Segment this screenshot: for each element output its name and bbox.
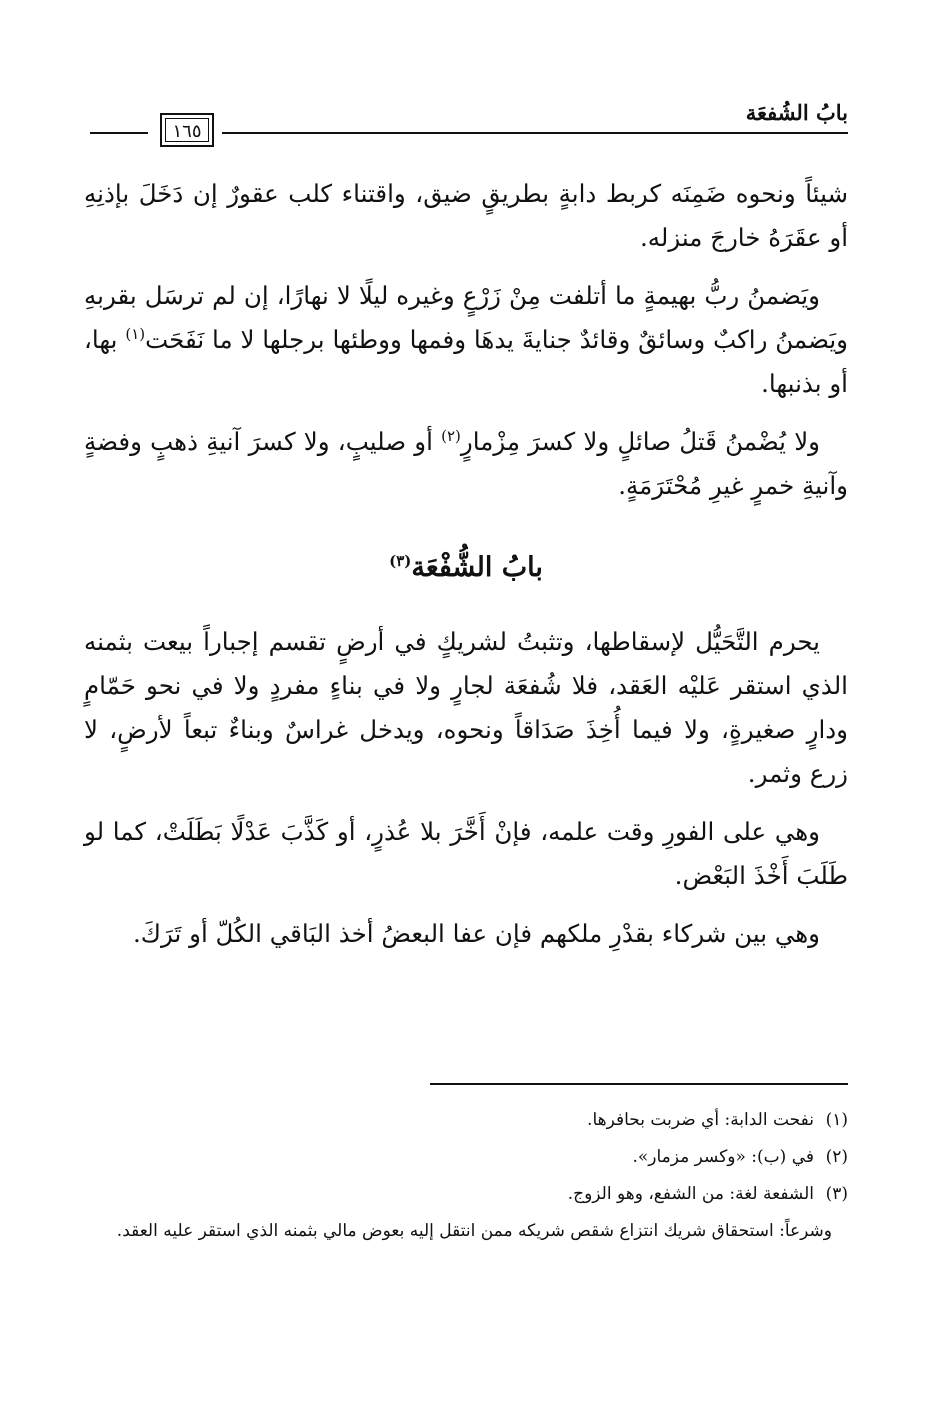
- footnote-2-text: في (ب): «وكسر مزمار».: [632, 1147, 814, 1167]
- page-number: ١٦٥: [160, 113, 214, 147]
- footnote-ref-2[interactable]: (٢): [441, 426, 461, 445]
- section-heading: [84, 546, 848, 590]
- paragraph-2-text-b: بها، أو بذنبها.: [84, 325, 848, 398]
- footnote-3: [84, 1179, 848, 1210]
- footnote-1: [84, 1105, 848, 1136]
- footnotes: [84, 1105, 848, 1247]
- footnote-3-text: الشفعة لغة: من الشفع، وهو الزوج.: [567, 1184, 814, 1204]
- footnote-ref-1[interactable]: (١): [125, 324, 146, 343]
- paragraph-5: وهي على الفورِ وقت علمه، فإنْ أَخَّرَ بلا عُذرٍ، أو كَذَّبَ عَدْلًا بَطَلَتْ، كما لو طَلَبَ أَخْذَ البَعْض.: [84, 817, 848, 890]
- header-rule-left: [90, 132, 148, 134]
- footnote-2-number: (٢): [825, 1147, 848, 1167]
- paragraph-4: يحرم التَّحَيُّل لإسقاطها، وتثبتُ لشريكٍ في أرضٍ تقسم إجباراً بيعت بثمنه الذي استقر عَليْه العَقد، فلا شُفعَة لجارٍ ولا في بناءٍ مفردٍ ولا في نحو حَمّامٍ ودارٍ صغيرةٍ، ولا فيما أُخِذَ صَدَاقاً ونحوه، ويدخل غراسٌ وبناءٌ تبعاً لأرضٍ، لا زرع وثمر.: [84, 627, 848, 788]
- footnote-3-continuation: وشرعاً: استحقاق شريك انتزاع شقص شريكه ممن انتقل إليه بعوض مالي بثمنه الذي استقر عليه العقد.: [116, 1221, 832, 1241]
- paragraph-6: وهي بين شركاء بقدْرِ ملكهم فإن عفا البعضُ أخذ البَاقي الكُلّ أو تَرَكَ.: [133, 919, 820, 948]
- section-title: بابُ الشُّفْعَة: [411, 552, 543, 583]
- footnote-3-number: (٣): [825, 1184, 848, 1204]
- footnote-ref-3[interactable]: (٣): [389, 552, 412, 570]
- paragraph-1: شيئاً ونحوه ضَمِنَه كربط دابةٍ بطريقٍ ضيق، واقتناء كلب عقورٌ إن دَخَلَ بإذنِهِ أو عقَرَهُ خارجَ منزله.: [84, 179, 848, 252]
- main-text: [84, 172, 848, 970]
- footnote-1-text: نفحت الدابة: أي ضربت بحافرها.: [587, 1110, 814, 1130]
- paragraph-3-text-a: ولا يُضْمنُ قَتلُ صائلٍ ولا كسرَ مِزْمارٍ: [460, 427, 820, 456]
- footnote-1-number: (١): [825, 1110, 848, 1130]
- header-rule-right: [222, 132, 848, 134]
- footnote-separator: [430, 1083, 848, 1085]
- paragraph-3: [84, 420, 848, 508]
- footnote-2: [84, 1142, 848, 1173]
- paragraph-2: [84, 274, 848, 406]
- running-title: بابُ الشُفعَة: [745, 100, 848, 125]
- paragraph-3-text-b: أو صليبٍ، ولا كسرَ آنيةِ ذهبٍ وفضةٍ وآنيةِ خمرٍ غيرِ مُحْتَرَمَةٍ.: [84, 427, 848, 500]
- paragraph-2-text-a: ويَضمنُ ربُّ بهيمةٍ ما أتلفت مِنْ زَرْعٍ وغيره ليلًا لا نهارًا، إن لم ترسَل بقربهِ ويَضمنُ راكبٌ وسائقٌ وقائدٌ جنايةَ يدهَا وفمها ووطئها برجلها لا ما نَفَحَت: [84, 281, 848, 354]
